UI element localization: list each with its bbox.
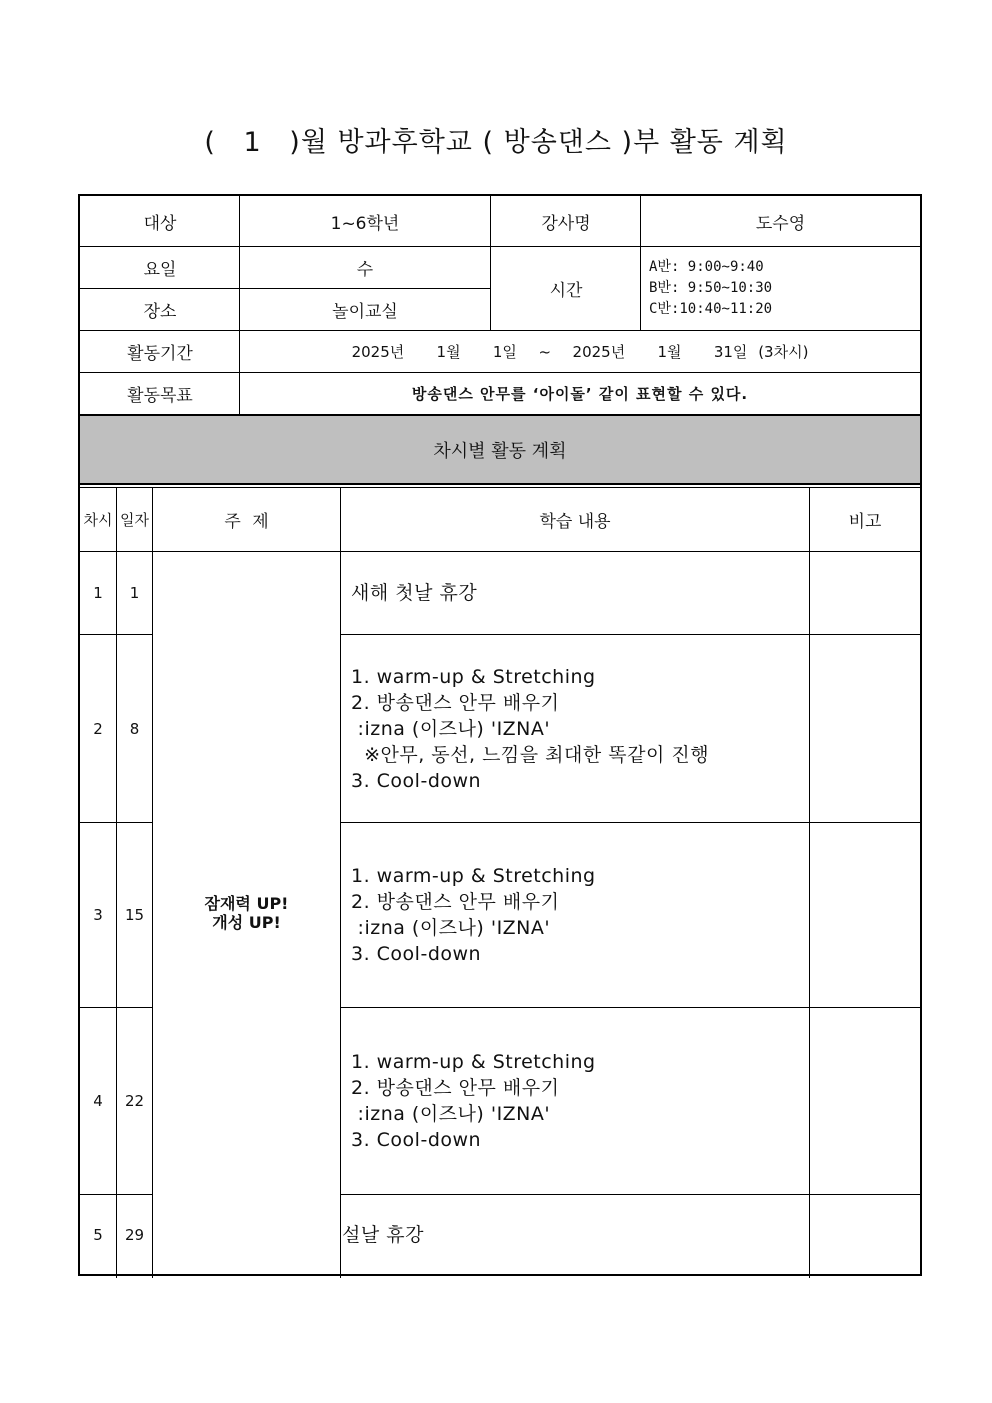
row2-session: 2 <box>93 719 103 738</box>
content-line: 3. Cool-down <box>351 943 482 965</box>
teacher-value: 도수영 <box>755 213 806 234</box>
row4-session: 4 <box>93 1092 103 1110</box>
header-note: 비고 <box>848 512 882 532</box>
title-club: 방송댄스 <box>503 127 612 158</box>
content-line: 설날 휴강 <box>342 1223 424 1246</box>
teacher-label: 강사명 <box>541 213 591 234</box>
content-line: :izna (이즈나) 'IZNA' <box>351 917 551 939</box>
time-label: 시간 <box>549 281 583 301</box>
period-value: 2025년 1월 1일 ~ 2025년 1월 31일 (3차시) <box>351 343 809 361</box>
row3-date: 15 <box>124 906 145 924</box>
row1-date: 1 <box>129 584 140 602</box>
row1-note <box>810 552 920 634</box>
double-line-top <box>80 483 920 485</box>
content-line: 2. 방송댄스 안무 배우기 <box>351 691 560 714</box>
place-value: 놀이교실 <box>332 302 398 322</box>
header-session: 차시 <box>83 511 113 529</box>
header-theme: 주 제 <box>224 512 269 532</box>
content-line: 3. Cool-down <box>351 1129 482 1151</box>
content-line: :izna (이즈나) 'IZNA' <box>351 1103 551 1125</box>
time-c: C반:10:40~11:20 <box>649 301 773 317</box>
place-label: 장소 <box>143 302 177 322</box>
content-line: 1. warm-up & Stretching <box>351 1051 596 1073</box>
activity-plan-table <box>78 194 922 1276</box>
period-label: 활동기간 <box>127 344 193 364</box>
time-b: B반: 9:50~10:30 <box>649 280 773 296</box>
row4-note <box>810 1008 920 1194</box>
row3-note <box>810 823 920 1007</box>
row5-note <box>810 1195 920 1274</box>
content-line: :izna (이즈나) 'IZNA' <box>351 717 551 740</box>
row5-date: 29 <box>124 1225 145 1244</box>
content-line: 2. 방송댄스 안무 배우기 <box>351 1077 560 1099</box>
row2-note <box>810 635 920 822</box>
section-title: 차시별 활동 계획 <box>433 440 567 462</box>
row1-session: 1 <box>93 584 103 602</box>
theme-cell <box>153 552 340 1274</box>
row3-content <box>341 823 809 1007</box>
row1-content <box>341 552 809 634</box>
day-label: 요일 <box>143 260 177 280</box>
row5-session: 5 <box>93 1225 103 1244</box>
title-month: 1 <box>243 127 262 158</box>
time-schedule <box>641 247 920 330</box>
content-line: 새해 첫날 휴강 <box>351 582 478 604</box>
content-line: 3. Cool-down <box>351 769 482 792</box>
page-title <box>0 120 992 159</box>
title-mid: )월 방과후학교 ( <box>289 127 495 158</box>
goal-value: 방송댄스 안무를 ‘아이돌’ 같이 표현할 수 있다. <box>411 385 749 403</box>
title-open-paren: ( <box>204 127 216 158</box>
time-a: A반: 9:00~9:40 <box>649 259 764 275</box>
theme-line-2: 개성 UP! <box>212 913 281 932</box>
row2-date: 8 <box>129 719 140 738</box>
row5-content <box>341 1195 809 1274</box>
row4-date: 22 <box>124 1092 145 1110</box>
goal-label: 활동목표 <box>127 386 193 406</box>
theme-line-1: 잠재력 UP! <box>204 894 289 913</box>
row4-content <box>341 1008 809 1194</box>
day-value: 수 <box>356 260 374 280</box>
title-end: )부 활동 계획 <box>621 127 788 158</box>
header-date: 일자 <box>120 511 149 529</box>
target-label: 대상 <box>143 213 177 234</box>
header-content: 학습 내용 <box>539 512 611 532</box>
content-line: 1. warm-up & Stretching <box>351 665 596 688</box>
row3-session: 3 <box>93 906 103 924</box>
content-line: ※안무, 동선, 느낌을 최대한 똑같이 진행 <box>351 743 710 766</box>
row2-content <box>341 635 809 822</box>
target-value: 1~6학년 <box>330 213 400 234</box>
content-line: 1. warm-up & Stretching <box>351 865 596 887</box>
content-line: 2. 방송댄스 안무 배우기 <box>351 891 560 913</box>
